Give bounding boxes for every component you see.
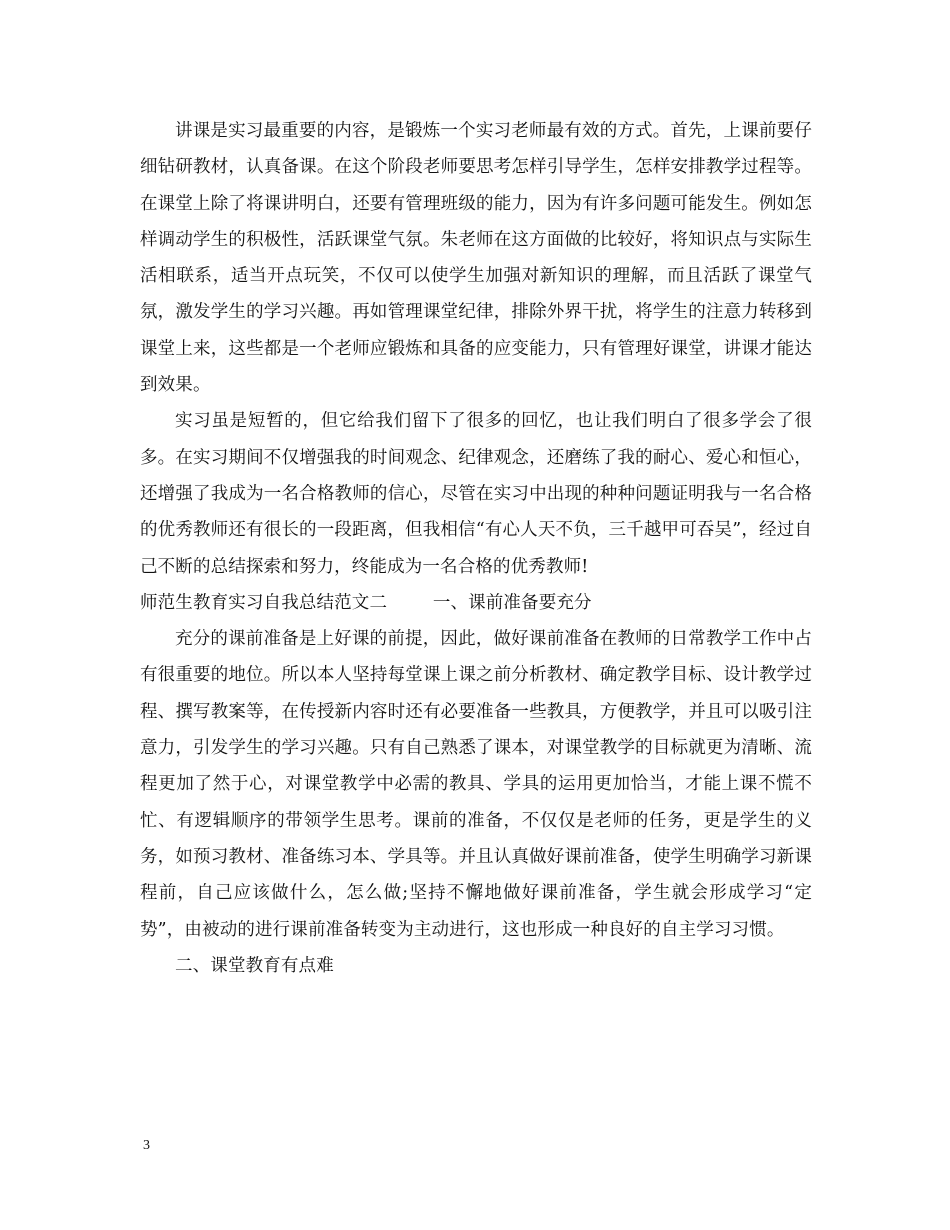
body-paragraph: 讲课是实习最重要的内容，是锻炼一个实习老师最有效的方式。首先，上课前要仔细钻研教材，认真备课。在这个阶段老师要思考怎样引导学生，怎样安排教学过程等。在课堂上除了将课讲明白，还要有管理班级的能力，因为有许多问题可能发生。例如怎样调动学生的积极性，活跃课堂气氛。朱老师在这方面做的比较好，将知识点与实际生活相联系，适当开点玩笑，不仅可以使学生加强对新知识的理解，而且活跃了课堂气氛，激发学生的学习兴趣。再如管理课堂纪律，排除外界干扰，将学生的注意力转移到课堂上来，这些都是一个老师应锻炼和具备的应变能力，只有管理好课堂，讲课才能达到效果。: [140, 121, 812, 396]
section-heading-line: [140, 585, 812, 621]
body-paragraph: 充分的课前准备是上好课的前提，因此，做好课前准备在教师的日常教学工作中占有很重要的地位。所以本人坚持每堂课上课之前分析教材、确定教学目标、设计教学过程、撰写教案等，在传授新内容时还有必要准备一些教具，方便教学，并且可以吸引注意力，引发学生的学习兴趣。只有自己熟悉了课本，对课堂教学的目标就更为清晰、流程更加了然于心，对课堂教学中必需的教具、学具的运用更加恰当，才能上课不慌不忙、有逻辑顺序的带领学生思考。课前的准备，不仅仅是老师的任务，更是学生的义务，如预习教材、准备练习本、学具等。并且认真做好课前准备，使学生明确学习新课程前，自己应该做什么，怎么做;坚持不懈地做好课前准备，学生就会形成学习“定势”，由被动的进行课前准备转变为主动进行，这也形成一种良好的自主学习习惯。: [140, 629, 812, 940]
section-heading: 师范生教育实习自我总结范文二: [140, 592, 388, 613]
heading-spacer: [387, 593, 433, 613]
page-number: 3: [143, 1138, 150, 1153]
document-body: [140, 113, 812, 984]
section-subheading: 一、课前准备要充分: [432, 592, 592, 613]
body-paragraph: 实习虽是短暂的，但它给我们留下了很多的回忆，也让我们明白了很多学会了很多。在实习期间不仅增强我的时间观念、纪律观念，还磨练了我的耐心、爱心和恒心，还增强了我成为一名合格教师的信心，尽管在实习中出现的种种问题证明我与一名合格的优秀教师还有很长的一段距离，但我相信“有心人天不负，三千越甲可吞吴”，经过自己不断的总结探索和努力，终能成为一名合格的优秀教师!: [140, 411, 812, 577]
section-subheading-two: 二、课堂教育有点难: [175, 955, 334, 976]
